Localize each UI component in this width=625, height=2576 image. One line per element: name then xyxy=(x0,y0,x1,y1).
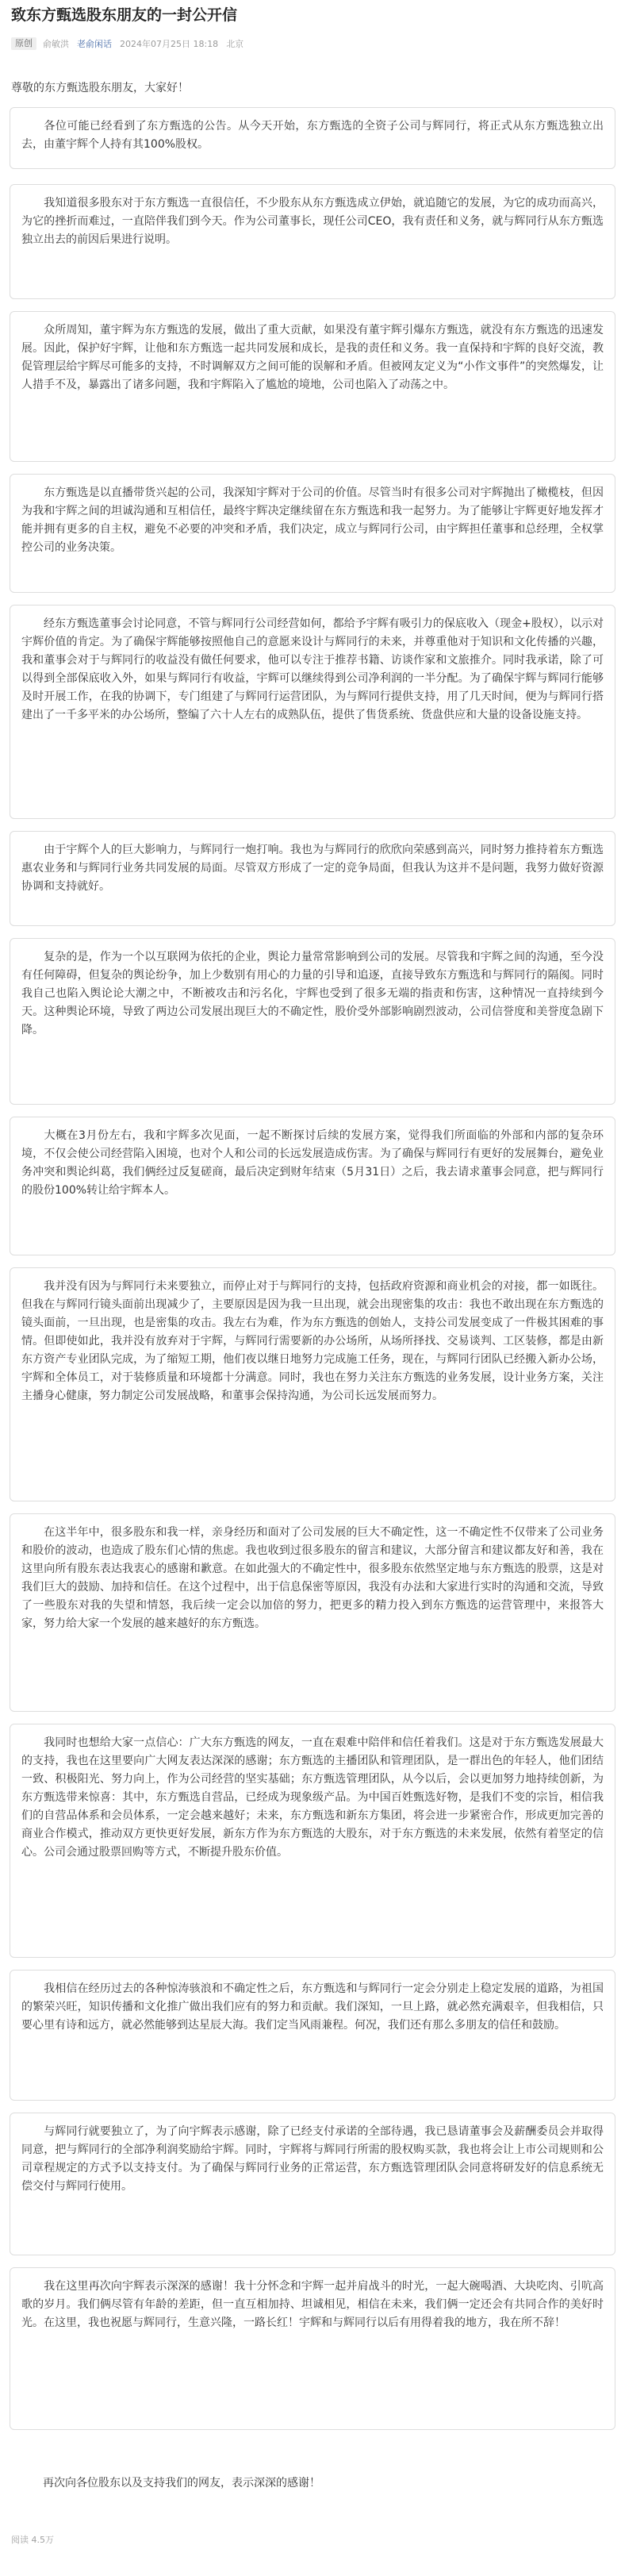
closing-line xyxy=(10,2474,615,2490)
paragraph-text: 我同时也想给大家一点信心：广大东方甄选的网友，一直在艰难中陪伴和信任着我们。这是对于东方甄选发展最大的支持，我也在这里要向广大网友表达深深的感谢；东方甄选的主播团队和管理团队，是一群出色的年轻人，他们团结一致、积极阳光、努力向上，作为公司经营的坚实基础；东方甄选管理团队，从今以后，会以更加努力地持续创新，为东方甄选带来惊喜：其中，东方甄选自营品，已经成为现象级产品。为中国百姓甄选好物，是我们不变的宗旨，相信我们的自营品体系和会员体系，一定会越来越好；未来，东方甄选和新东方集团，将会进一步紧密合作，形成更加完善的商业合作模式，推动双方更快更好发展，新东方作为东方甄选的大股东，对于东方甄选的未来发展，依然有着坚定的信心。公司会通过股票回购等方式，不断提升股东价值。 xyxy=(21,1736,604,1859)
paragraph xyxy=(10,938,615,1105)
closing-text: 再次向各位股东以及支持我们的网友，表示深深的感谢！ xyxy=(43,2477,320,2489)
author-name[interactable]: 俞敏洪 xyxy=(43,39,69,49)
paragraph xyxy=(10,1117,615,1255)
publish-datetime: 2024年07月25日 18:18 xyxy=(120,39,219,49)
paragraph xyxy=(10,2113,615,2255)
article-title: 致东方甄选股东朋友的一封公开信 xyxy=(11,6,238,24)
article-meta xyxy=(11,37,614,51)
paragraph xyxy=(10,831,615,926)
paragraph xyxy=(10,474,615,593)
paragraph-text: 与辉同行就要独立了，为了向宇辉表示感谢，除了已经支付承诺的全部待遇，我已恳请董事会及薪酬委员会并取得同意，把与辉同行的全部净利润奖励给宇辉。同时，宇辉将与辉同行所需的股权购买款，我也将会让上市公司规则和公司章程规定的方式予以支持支付。为了确保与辉同行业务的正常运营，东方甄选管理团队会同意将研发好的信息系统无偿交付与辉同行使用。 xyxy=(21,2125,604,2193)
paragraph-text: 众所周知，董宇辉为东方甄选的发展，做出了重大贡献，如果没有董宇辉引爆东方甄选，就没有东方甄选的迅速发展。因此，保护好宇辉，让他和东方甄选一起共同发展和成长，是我的责任和义务。我一直保持和宇辉的良好交流，教促管理层给宇辉尽可能多的支持，不时调解双方之间可能的误解和矛盾。但被网友定义为“小作文事件”的突然爆发，让人措手不及，暴露出了诸多问题，我和宇辉陷入了尴尬的境地，公司也陷入了动荡之中。 xyxy=(21,324,604,391)
paragraph-text: 在这半年中，很多股东和我一样，亲身经历和面对了公司发展的巨大不确定性，这一不确定性不仅带来了公司业务和股价的波动，也造成了股东们心情的焦虑。我也收到过很多股东的留言和建议，大部分留言和建议都友好和善，我在这里向所有股东表达我衷心的感谢和歉意。在如此强大的不确定性中，很多股东依然坚定地与东方甄选的股票，这是对我们巨大的鼓励、加持和信任。在这个过程中，出于信息保密等原因，我没有办法和大家进行实时的沟通和交流，导致了一些股东对我的失望和情怒，我后续一定会以加倍的努力，把更多的精力投入到东方甄选的运营管理中，来报答大家，努力给大家一个发展的越来越好的东方甄选。 xyxy=(21,1526,604,1630)
paragraph-text: 经东方甄选董事会讨论同意，不管与辉同行公司经营如何，都给予宇辉有吸引力的保底收入（现金+股权），以示对宇辉价值的肯定。为了确保宇辉能够按照他自己的意愿来设计与辉同行的未来，并尊重他对于知识和文化传播的兴趣，我和董事会对于与辉同行的收益没有做任何要求，他可以专注于推荐书籍、访谈作家和文旅推介。同时我承诺，除了可以得到全部保底收入外，如果与辉同行有收益，宇辉可以继续得到公司净利润的一半分配。为了确保宇辉与辉同行能够及时开展工作，在我的协调下，专门组建了与辉同行运营团队，为与辉同行提供支持，用了几天时间，便为与辉同行搭建出了一千多平米的办公场所，整编了六十人左右的成熟队伍，提供了售货系统、货盘供应和大量的设备设施支持。 xyxy=(21,617,604,721)
paragraph xyxy=(10,1970,615,2101)
paragraph-text: 我知道很多股东对于东方甄选一直很信任，不少股东从东方甄选成立伊始，就追随它的发展，为它的成功而高兴，为它的挫折而难过，一直陪伴我们到今天。作为公司董事长，现任公司CEO，我有责任和义务，就与辉同行从东方甄选独立出去的前因后果进行说明。 xyxy=(21,197,604,246)
paragraph-text: 我在这里再次向宇辉表示深深的感谢！我十分怀念和宇辉一起并肩战斗的时光，一起大碗喝酒、大块吃肉、引吭高歌的岁月。我们俩尽管有年龄的差距，但一直互相加持、坦诚相见，相信在未来，我们俩一定还会有共同合作的美好时光。在这里，我也祝愿与辉同行，生意兴隆，一路长红！宇辉和与辉同行以后有用得着我的地方，我在所不辞！ xyxy=(21,2280,604,2329)
publish-location: 北京 xyxy=(226,39,244,49)
paragraph xyxy=(10,2267,615,2430)
paragraph-text: 各位可能已经看到了东方甄选的公告。从今天开始，东方甄选的全资子公司与辉同行，将正式从东方甄选独立出去，由董宇辉个人持有其100%股权。 xyxy=(21,120,604,151)
paragraph xyxy=(10,311,615,462)
paragraph xyxy=(10,107,615,169)
read-count: 阅读 4.5万 xyxy=(11,2535,54,2545)
original-tag: 原创 xyxy=(11,37,36,50)
paragraph-text: 由于宇辉个人的巨大影响力，与辉同行一炮打响。我也为与辉同行的欣欣向荣感到高兴，同时努力推持着东方甄选惠农业务和与辉同行业务共同发展的局面。尽管双方形成了一定的竞争局面，但我认为这并不是问题，我努力做好资源协调和支持就好。 xyxy=(21,844,604,893)
paragraph-text: 大概在3月份左右，我和宇辉多次见面，一起不断探讨后续的发展方案，觉得我们所面临的外部和内部的复杂环境，不仅会使公司经营陷入困境，也对个人和公司的长远发展造成伤害。为了确保与辉同行有更好的发展舞台，避免业务冲突和舆论纠葛，我们俩经过反复磋商，最后决定到财年结束（5月31日）之后，我去请求董事会同意，把与辉同行的股份100%转让给宇辉本人。 xyxy=(21,1129,604,1197)
paragraph xyxy=(10,1267,615,1501)
paragraph xyxy=(10,605,615,819)
paragraph xyxy=(10,184,615,299)
greeting: 尊敬的东方甄选股东朋友，大家好！ xyxy=(11,82,189,94)
source-account-link[interactable]: 老俞闲话 xyxy=(77,39,112,49)
paragraph-text: 东方甄选是以直播带货兴起的公司，我深知宇辉对于公司的价值。尽管当时有很多公司对宇辉抛出了橄榄枝，但因为我和宇辉之间的坦诚沟通和互相信任，最终宇辉决定继续留在东方甄选和我一起努力。为了能够让宇辉更好地发挥才能并拥有更多的自主权，避免不必要的冲突和矛盾，我们决定，成立与辉同行公司，由宇辉担任董事和总经理，全权掌控公司的业务决策。 xyxy=(21,486,604,554)
paragraph xyxy=(10,1724,615,1958)
paragraph-text: 我相信在经历过去的各种惊涛骇浪和不确定性之后，东方甄选和与辉同行一定会分别走上稳定发展的道路，为祖国的繁荣兴旺，知识传播和文化推广做出我们应有的努力和贡献。我们深知，一旦上路，就必然充满艰辛，但我相信，只要心里有诗和远方，就必然能够到达星辰大海。我们定当风雨兼程。何况，我们还有那么多朋友的信任和鼓励。 xyxy=(21,1982,604,2032)
paragraph-text: 复杂的是，作为一个以互联网为依托的企业，舆论力量常常影响到公司的发展。尽管我和宇辉之间的沟通，至今没有任何障碍，但复杂的舆论纷争，加上少数别有用心的力量的引导和追逐，直接导致东方甄选和与辉同行的隔阂。同时我自己也陷入舆论论大潮之中，不断被攻击和污名化，宇辉也受到了很多无端的指责和伤害，这种情况一直持续到今天。这种舆论环境，导致了两边公司发展出现巨大的不确定性，股价受外部影响剧烈波动，公司信誉度和美誉度急剧下降。 xyxy=(21,951,604,1036)
paragraph-text: 我并没有因为与辉同行未来要独立，而停止对于与辉同行的支持，包括政府资源和商业机会的对接，都一如既往。但我在与辉同行镜头面前出现减少了，主要原因是因为我一旦出现，就会出现密集的攻击：我也不敢出现在东方甄选的镜头面前，一旦出现，也是密集的攻击。我左右为难，作为东方甄选的创始人，支持公司发展变成了一件极其困难的事情。但即使如此，我并没有放弃对于宇辉，与辉同行需要新的办公场所，从场所择找、交易谈判、工区装修，都是由新东方资产专业团队完成，为了缩短工期，他们夜以继日地努力完成施工任务，现在，与辉同行团队已经搬入新办公场，宇辉和全体员工，对于装修质量和环境都十分满意。同时，我也在努力关注东方甄选的业务发展，设计业务方案，关注主播身心健康，努力制定公司发展战略，和董事会保持沟通，为公司长远发展而努力。 xyxy=(21,1280,604,1402)
paragraph xyxy=(10,1513,615,1712)
